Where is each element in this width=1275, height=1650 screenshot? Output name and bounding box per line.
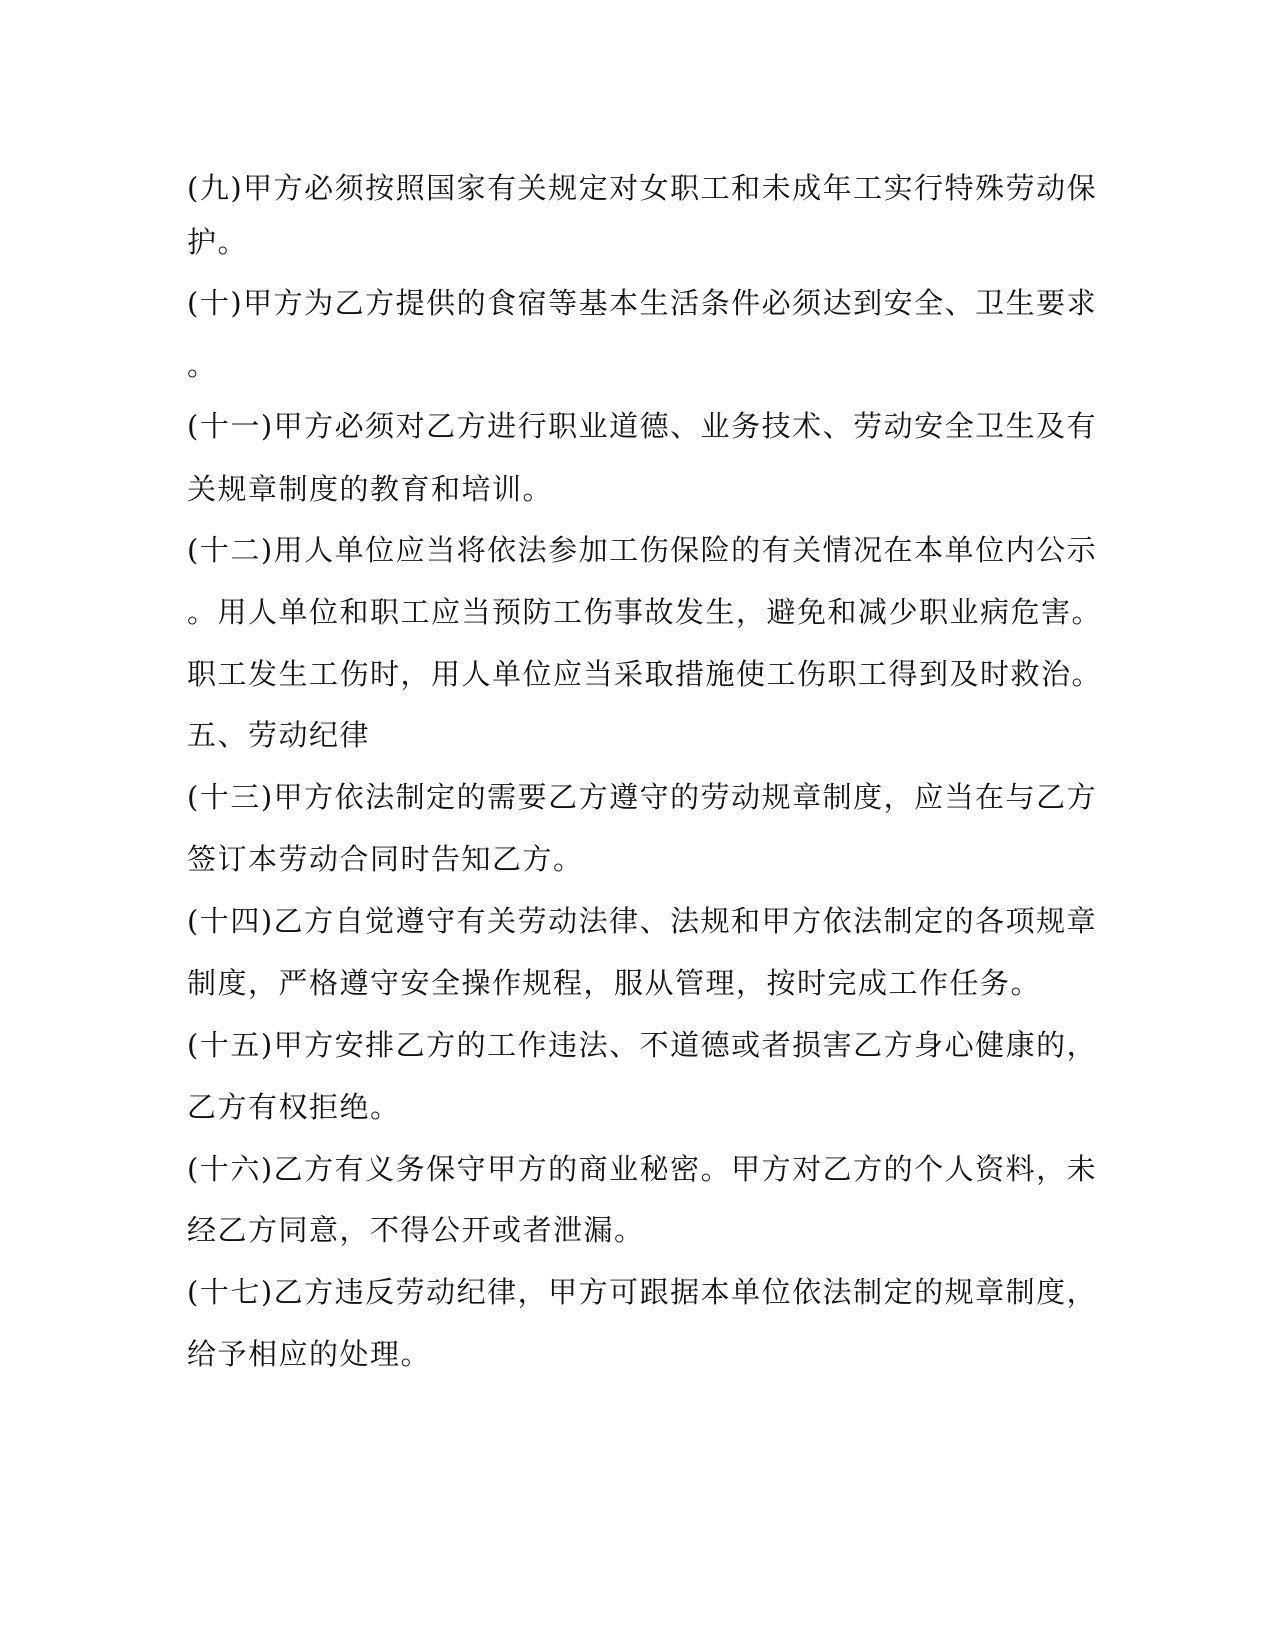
clause-9-line-2: 护。: [187, 225, 249, 259]
clause-16-line-2: 经乙方同意，不得公开或者泄漏。: [187, 1213, 645, 1247]
clause-9-line-1: (九)甲方必须按照国家有关规定对女职工和未成年工实行特殊劳动保: [187, 171, 1098, 205]
clause-15-line-2: 乙方有权拒绝。: [187, 1090, 401, 1124]
clause-16-line-1: (十六)乙方有义务保守甲方的商业秘密。甲方对乙方的个人资料，未: [187, 1152, 1098, 1186]
clause-12-line-1: (十二)用人单位应当将依法参加工伤保险的有关情况在本单位内公示: [187, 533, 1098, 567]
clause-11-line-1: (十一)甲方必须对乙方进行职业道德、业务技术、劳动安全卫生及有: [187, 409, 1098, 443]
clause-10-line-2: 。: [187, 348, 218, 382]
clause-11-line-2: 关规章制度的教育和培训。: [187, 472, 554, 506]
clause-12-line-2: 。用人单位和职工应当预防工伤事故发生，避免和减少职业病危害。: [187, 595, 1103, 629]
clause-17-line-2: 给予相应的处理。: [187, 1337, 432, 1371]
clause-10-line-1: (十)甲方为乙方提供的食宿等基本生活条件必须达到安全、卫生要求: [187, 286, 1098, 320]
clause-14-line-2: 制度，严格遵守安全操作规程，服从管理，按时完成工作任务。: [187, 966, 1042, 1000]
clause-13-line-1: (十三)甲方依法制定的需要乙方遵守的劳动规章制度，应当在与乙方: [187, 780, 1098, 814]
clause-14-line-1: (十四)乙方自觉遵守有关劳动法律、法规和甲方依法制定的各项规章: [187, 904, 1098, 938]
clause-15-line-1: (十五)甲方安排乙方的工作违法、不道德或者损害乙方身心健康的，: [187, 1028, 1098, 1062]
section-heading-labor-discipline: 五、劳动纪律: [187, 718, 371, 752]
clause-12-line-3: 职工发生工伤时，用人单位应当采取措施使工伤职工得到及时救治。: [187, 657, 1103, 691]
clause-13-line-2: 签订本劳动合同时告知乙方。: [187, 842, 584, 876]
clause-17-line-1: (十七)乙方违反劳动纪律，甲方可跟据本单位依法制定的规章制度，: [187, 1275, 1098, 1309]
